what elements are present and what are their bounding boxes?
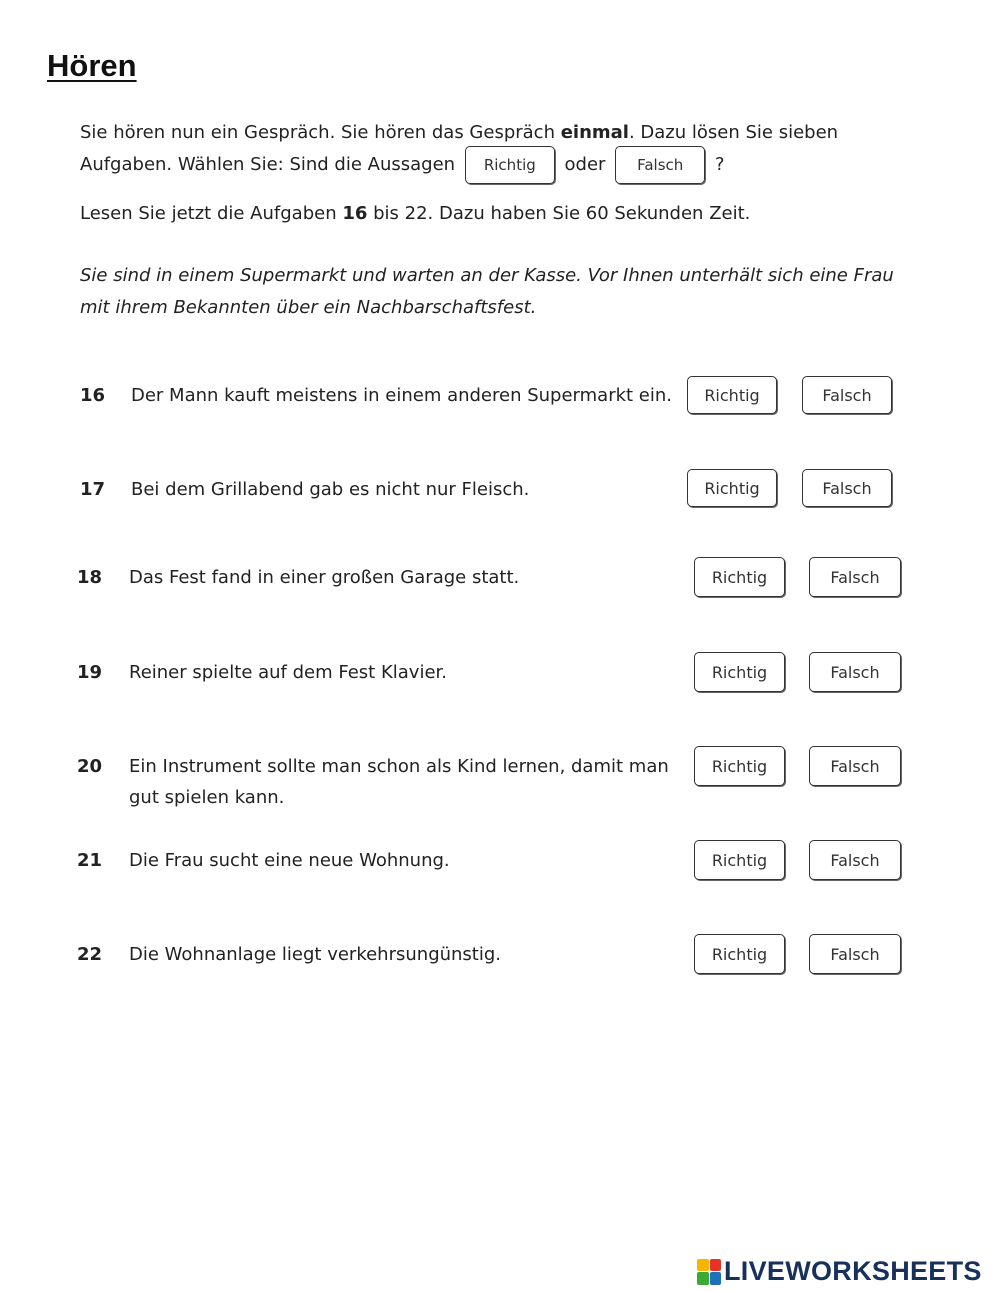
richtig-button-17[interactable]: Richtig [687,469,777,507]
question-text: Die Frau sucht eine neue Wohnung. [129,850,450,871]
question-text-line-2: gut spielen kann. [129,787,285,808]
liveworksheets-logo[interactable] [697,1256,982,1287]
falsch-button-17[interactable]: Falsch [802,469,892,507]
scenario-line-2: mit ihrem Bekannten über ein Nachbarschaftsfest. [80,297,537,318]
question-text: Das Fest fand in einer großen Garage statt. [129,567,520,588]
falsch-button-21[interactable]: Falsch [809,840,901,880]
liveworksheets-logo-icon [697,1259,721,1285]
falsch-button-22[interactable]: Falsch [809,934,901,974]
richtig-button-21[interactable]: Richtig [694,840,785,880]
question-text: Die Wohnanlage liegt verkehrsungünstig. [129,944,502,965]
richtig-button-22[interactable]: Richtig [694,934,785,974]
intro-richtig-button[interactable]: Richtig [465,146,555,184]
question-text-line-1: Ein Instrument sollte man schon als Kind lernen, damit man [129,756,669,777]
read-num: 16 [342,203,368,224]
logo-text: LIVEWORKSHEETS [724,1256,982,1286]
intro-text-2: Aufgaben. Wählen Sie: Sind die Aussagen [80,154,456,175]
scenario-line-1: Sie sind in einem Supermarkt und warten an der Kasse. Vor Ihnen unterhält sich eine Frau [80,265,894,286]
intro-text-1-end: . Dazu lösen Sie sieben [628,122,839,143]
intro-question-mark: ? [714,154,725,175]
richtig-button-18[interactable]: Richtig [694,557,785,597]
question-number: 17 [80,479,106,500]
read-text-end: bis 22. Dazu haben Sie 60 Sekunden Zeit. [367,203,751,224]
intro-falsch-button[interactable]: Falsch [615,146,705,184]
intro-oder: oder [564,154,606,175]
question-text [129,751,669,813]
read-instruction [80,203,750,224]
intro-line-2 [80,146,725,184]
intro-line-1 [80,122,838,143]
falsch-button-19[interactable]: Falsch [809,652,901,692]
read-text: Lesen Sie jetzt die Aufgaben [80,203,343,224]
question-number: 19 [77,662,103,683]
question-text: Reiner spielte auf dem Fest Klavier. [129,662,447,683]
falsch-button-20[interactable]: Falsch [809,746,901,786]
richtig-button-20[interactable]: Richtig [694,746,785,786]
falsch-button-16[interactable]: Falsch [802,376,892,414]
intro-text-1: Sie hören nun ein Gespräch. Sie hören das Gespräch [80,122,561,143]
question-number: 22 [77,944,103,965]
richtig-button-16[interactable]: Richtig [687,376,777,414]
question-number: 20 [77,756,103,777]
question-number: 18 [77,567,103,588]
question-text: Der Mann kauft meistens in einem anderen Supermarkt ein. [131,385,673,406]
richtig-button-19[interactable]: Richtig [694,652,785,692]
page-title: Hören [47,48,137,83]
question-number: 16 [80,385,106,406]
falsch-button-18[interactable]: Falsch [809,557,901,597]
question-number: 21 [77,850,103,871]
intro-bold-word: einmal [560,122,629,143]
question-text: Bei dem Grillabend gab es nicht nur Fleisch. [131,479,530,500]
